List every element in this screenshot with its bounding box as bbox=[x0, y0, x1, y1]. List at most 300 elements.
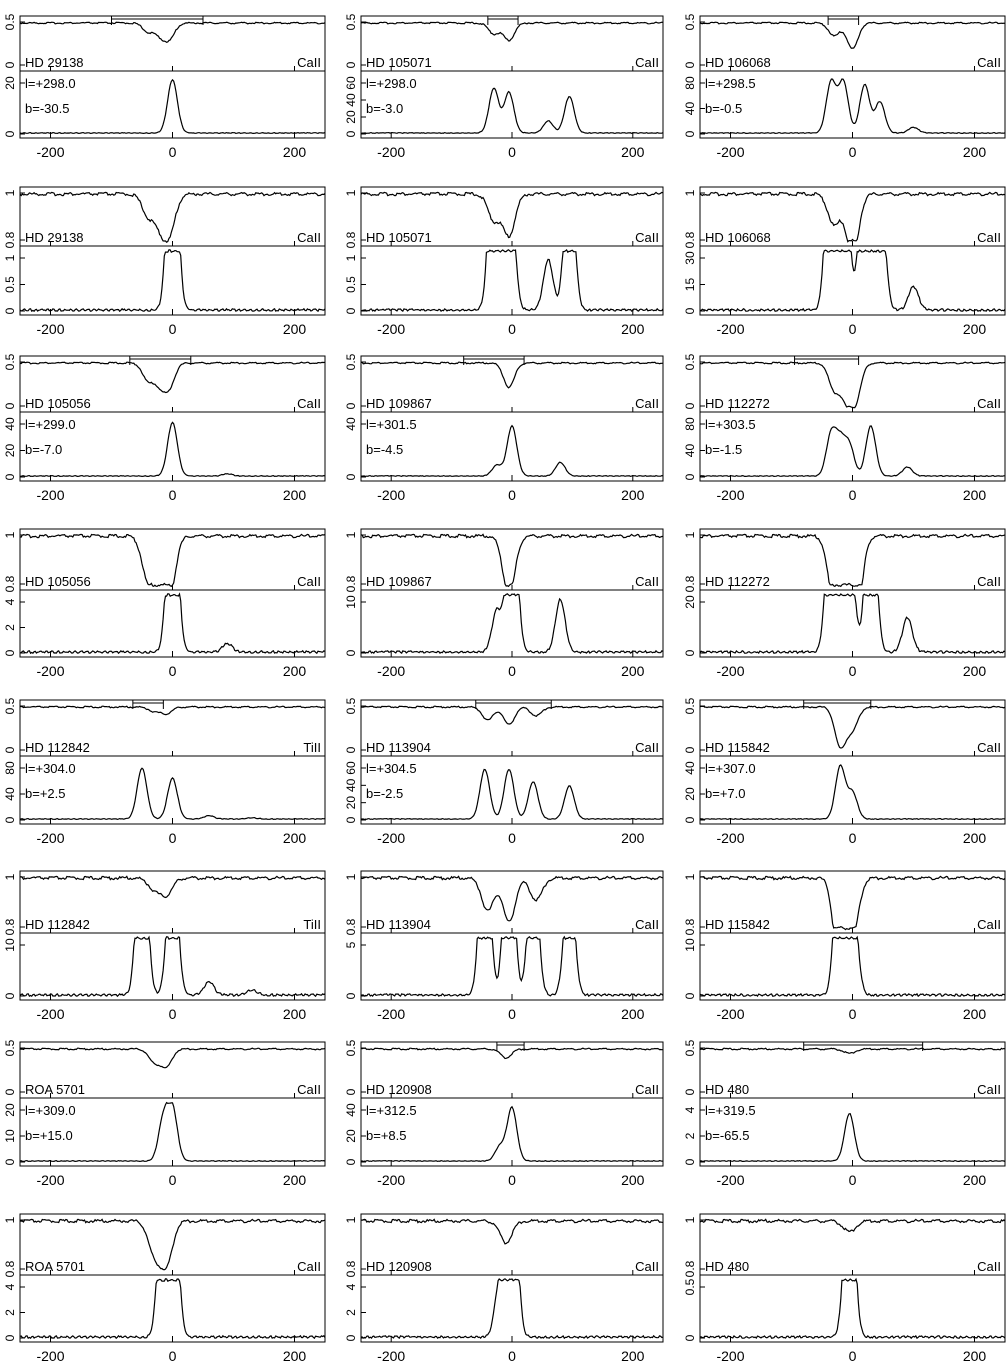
star-label: HD 105071 bbox=[366, 55, 432, 70]
ion-label: CaII bbox=[977, 917, 1001, 932]
x-tick-label: -200 bbox=[377, 1006, 406, 1022]
y-tick-label: 0 bbox=[344, 61, 358, 69]
absorption-line bbox=[20, 22, 325, 42]
ion-label: TiII bbox=[303, 917, 321, 932]
panel-frame bbox=[20, 1214, 325, 1342]
y-tick-label: 40 bbox=[683, 443, 697, 458]
absorption-line bbox=[20, 706, 325, 714]
ion-label: CaII bbox=[977, 574, 1001, 589]
y-tick-label: 15 bbox=[683, 277, 697, 292]
x-tick-label: 200 bbox=[621, 1172, 645, 1188]
galactic-latitude: b=-7.0 bbox=[25, 442, 63, 457]
x-tick-label: 200 bbox=[621, 144, 645, 160]
y-tick-label: 0 bbox=[683, 816, 697, 824]
ion-label: CaII bbox=[635, 230, 659, 245]
panel-5-1 bbox=[361, 871, 663, 1000]
x-tick-label: -200 bbox=[36, 1348, 65, 1364]
y-tick-label: 1 bbox=[3, 254, 17, 262]
ion-label: CaII bbox=[297, 230, 321, 245]
y-tick-label: 30 bbox=[683, 251, 697, 265]
absorption-line bbox=[700, 1048, 1005, 1053]
y-tick-label: 80 bbox=[683, 76, 697, 90]
y-tick-label: 0.8 bbox=[344, 231, 358, 249]
y-tick-label: 0 bbox=[3, 1088, 17, 1096]
y-tick-label: 0 bbox=[683, 649, 697, 657]
absorption-line bbox=[361, 1048, 663, 1058]
y-tick-label: 0 bbox=[683, 746, 697, 754]
y-tick-label: 10 bbox=[683, 938, 697, 952]
absorption-line bbox=[20, 1048, 325, 1068]
panel-5-0 bbox=[20, 871, 325, 1000]
panel-frame bbox=[20, 871, 325, 1000]
panel-3-1 bbox=[361, 529, 663, 657]
ion-label: CaII bbox=[635, 1259, 659, 1274]
y-tick-label: 1 bbox=[3, 531, 17, 539]
y-tick-label: 60 bbox=[344, 761, 358, 775]
absorption-line bbox=[361, 22, 663, 41]
ion-label: CaII bbox=[635, 917, 659, 932]
y-tick-label: 0.8 bbox=[3, 918, 17, 936]
y-tick-label: 4 bbox=[344, 1283, 358, 1291]
galactic-longitude: l=+319.5 bbox=[705, 1103, 756, 1118]
y-tick-label: 20 bbox=[344, 795, 358, 810]
y-tick-label: 0.5 bbox=[344, 353, 358, 371]
star-label: HD 112272 bbox=[705, 396, 770, 411]
y-tick-label: 80 bbox=[3, 761, 17, 775]
x-tick-label: 0 bbox=[168, 321, 177, 337]
emission-line bbox=[20, 1279, 325, 1338]
x-tick-label: -200 bbox=[36, 487, 65, 503]
y-tick-label: 0.5 bbox=[683, 353, 697, 371]
x-tick-label: 0 bbox=[508, 144, 516, 160]
absorption-line bbox=[361, 876, 663, 920]
star-label: HD 105071 bbox=[366, 230, 432, 245]
y-tick-label: 0 bbox=[3, 61, 17, 69]
y-tick-label: 0 bbox=[344, 130, 358, 138]
galactic-longitude: l=+309.0 bbox=[25, 1103, 76, 1118]
x-tick-label: 0 bbox=[168, 144, 177, 160]
x-tick-label: 200 bbox=[621, 663, 645, 679]
x-tick-label: 0 bbox=[168, 1006, 177, 1022]
y-tick-label: 0 bbox=[344, 1334, 358, 1342]
galactic-latitude: b=+2.5 bbox=[25, 786, 66, 801]
y-tick-label: 1 bbox=[3, 873, 17, 881]
y-tick-label: 0.8 bbox=[344, 1260, 358, 1278]
y-tick-label: 0.8 bbox=[683, 1260, 697, 1278]
x-tick-label: 0 bbox=[508, 830, 516, 846]
y-tick-label: 0.8 bbox=[3, 575, 17, 593]
x-tick-label: 0 bbox=[508, 487, 516, 503]
galactic-longitude: l=+304.0 bbox=[25, 761, 76, 776]
emission-line bbox=[700, 250, 1005, 311]
x-tick-label: 200 bbox=[621, 487, 645, 503]
emission-line bbox=[361, 937, 663, 996]
y-tick-label: 20 bbox=[683, 595, 697, 609]
star-label: HD 112272 bbox=[705, 574, 770, 589]
galactic-latitude: b=-4.5 bbox=[366, 442, 404, 457]
panel-1-0 bbox=[20, 187, 325, 315]
x-tick-label: 0 bbox=[848, 1172, 857, 1188]
x-tick-label: -200 bbox=[36, 144, 65, 160]
x-tick-label: 200 bbox=[282, 1172, 307, 1188]
x-tick-label: 200 bbox=[962, 144, 987, 160]
x-tick-label: 0 bbox=[508, 663, 516, 679]
x-tick-label: -200 bbox=[36, 1006, 65, 1022]
ion-label: CaII bbox=[297, 1259, 321, 1274]
galactic-longitude: l=+301.5 bbox=[366, 417, 417, 432]
panel-frame bbox=[700, 187, 1005, 315]
galactic-latitude: b=-2.5 bbox=[366, 786, 404, 801]
x-tick-label: -200 bbox=[36, 663, 65, 679]
y-tick-label: 0 bbox=[3, 402, 17, 410]
y-tick-label: 1 bbox=[683, 1216, 697, 1224]
emission-line bbox=[20, 250, 325, 311]
y-tick-label: 1 bbox=[344, 189, 358, 197]
star-label: HD 480 bbox=[705, 1082, 750, 1097]
y-tick-label: 0 bbox=[683, 130, 697, 138]
x-tick-label: 200 bbox=[282, 321, 307, 337]
y-tick-label: 0.5 bbox=[683, 1039, 697, 1057]
x-tick-label: -200 bbox=[377, 663, 406, 679]
star-label: HD 480 bbox=[705, 1259, 750, 1274]
x-tick-label: -200 bbox=[716, 1172, 745, 1188]
star-label: HD 109867 bbox=[366, 396, 432, 411]
y-tick-label: 1 bbox=[344, 873, 358, 881]
star-label: HD 113904 bbox=[366, 740, 431, 755]
ion-label: CaII bbox=[635, 396, 659, 411]
star-label: HD 109867 bbox=[366, 574, 432, 589]
x-tick-label: -200 bbox=[36, 1172, 65, 1188]
x-tick-label: 200 bbox=[962, 1006, 987, 1022]
absorption-line bbox=[361, 706, 663, 724]
emission-line bbox=[700, 426, 1005, 476]
y-tick-label: 0.8 bbox=[3, 1260, 17, 1278]
y-tick-label: 0 bbox=[683, 1334, 697, 1342]
star-label: HD 112842 bbox=[25, 917, 90, 932]
star-label: HD 106068 bbox=[705, 55, 771, 70]
ion-label: CaII bbox=[635, 1082, 659, 1097]
x-tick-label: -200 bbox=[716, 1348, 745, 1364]
y-tick-label: 0.5 bbox=[344, 697, 358, 715]
y-tick-label: 1 bbox=[344, 254, 358, 262]
x-tick-label: 200 bbox=[621, 1006, 645, 1022]
y-tick-label: 2 bbox=[3, 1309, 17, 1316]
galactic-latitude: b=-3.0 bbox=[366, 101, 404, 116]
x-tick-label: 200 bbox=[962, 663, 987, 679]
x-tick-label: 200 bbox=[621, 321, 645, 337]
y-tick-label: 0.8 bbox=[683, 918, 697, 936]
panel-frame bbox=[700, 1214, 1005, 1342]
y-tick-label: 40 bbox=[683, 761, 697, 775]
panel-1-2 bbox=[700, 187, 1005, 315]
x-tick-label: 200 bbox=[962, 1348, 987, 1364]
panel-3-0 bbox=[20, 529, 325, 657]
x-tick-label: 0 bbox=[508, 1348, 516, 1364]
star-label: HD 29138 bbox=[25, 55, 84, 70]
x-tick-label: 200 bbox=[282, 144, 307, 160]
y-tick-label: 0 bbox=[3, 130, 17, 138]
x-tick-label: 200 bbox=[282, 830, 307, 846]
galactic-longitude: l=+303.5 bbox=[705, 417, 756, 432]
y-tick-label: 4 bbox=[3, 598, 17, 606]
x-tick-label: -200 bbox=[716, 144, 745, 160]
y-tick-label: 0 bbox=[3, 992, 17, 1000]
y-tick-label: 2 bbox=[683, 1132, 697, 1140]
y-tick-label: 0 bbox=[683, 992, 697, 1000]
x-tick-label: -200 bbox=[377, 1172, 406, 1188]
y-tick-label: 0.5 bbox=[3, 13, 17, 31]
ion-label: TiII bbox=[303, 740, 321, 755]
y-tick-label: 1 bbox=[683, 189, 697, 197]
y-tick-label: 0 bbox=[344, 992, 358, 1000]
y-tick-label: 0 bbox=[3, 1158, 17, 1166]
y-tick-label: 0 bbox=[683, 307, 697, 315]
x-tick-label: 0 bbox=[168, 1172, 177, 1188]
panel-frame bbox=[361, 529, 663, 657]
y-tick-label: 0 bbox=[3, 649, 17, 657]
ion-label: CaII bbox=[635, 55, 659, 70]
x-tick-label: 0 bbox=[168, 1348, 177, 1364]
galactic-longitude: l=+312.5 bbox=[366, 1103, 417, 1118]
y-tick-label: 20 bbox=[3, 76, 17, 90]
ion-label: CaII bbox=[977, 1082, 1001, 1097]
star-label: ROA 5701 bbox=[25, 1259, 85, 1274]
absorption-line bbox=[700, 22, 1005, 48]
y-tick-label: 0 bbox=[683, 61, 697, 69]
ion-label: CaII bbox=[297, 1082, 321, 1097]
x-tick-label: 0 bbox=[508, 1172, 516, 1188]
galactic-longitude: l=+298.5 bbox=[705, 76, 756, 91]
panel-5-2 bbox=[700, 871, 1005, 1000]
y-tick-label: 0 bbox=[344, 307, 358, 315]
star-label: HD 120908 bbox=[366, 1259, 432, 1274]
y-tick-label: 0.8 bbox=[344, 918, 358, 936]
y-tick-label: 80 bbox=[683, 417, 697, 431]
ion-label: CaII bbox=[977, 740, 1001, 755]
absorption-line bbox=[20, 362, 325, 392]
galactic-longitude: l=+298.0 bbox=[366, 76, 417, 91]
emission-line bbox=[700, 594, 1005, 653]
x-tick-label: 0 bbox=[848, 144, 857, 160]
y-tick-label: 0.5 bbox=[344, 1039, 358, 1057]
x-tick-label: 200 bbox=[282, 487, 307, 503]
ion-label: CaII bbox=[977, 396, 1001, 411]
emission-line bbox=[361, 88, 663, 133]
y-tick-label: 4 bbox=[683, 1106, 697, 1114]
x-tick-label: -200 bbox=[716, 321, 745, 337]
galactic-longitude: l=+304.5 bbox=[366, 761, 417, 776]
y-tick-label: 20 bbox=[344, 1129, 358, 1143]
y-tick-label: 2 bbox=[3, 624, 17, 631]
x-tick-label: 200 bbox=[621, 1348, 645, 1364]
ion-label: CaII bbox=[977, 1259, 1001, 1274]
star-label: HD 29138 bbox=[25, 230, 84, 245]
ion-label: CaII bbox=[977, 55, 1001, 70]
ion-label: CaII bbox=[635, 574, 659, 589]
y-tick-label: 0 bbox=[344, 1088, 358, 1096]
galactic-longitude: l=+299.0 bbox=[25, 417, 76, 432]
y-tick-label: 40 bbox=[344, 93, 358, 107]
ion-label: CaII bbox=[977, 230, 1001, 245]
y-tick-label: 20 bbox=[3, 1103, 17, 1117]
y-tick-label: 40 bbox=[344, 778, 358, 793]
panel-7-1 bbox=[361, 1214, 663, 1342]
galactic-longitude: l=+298.0 bbox=[25, 76, 76, 91]
star-label: HD 105056 bbox=[25, 396, 91, 411]
y-tick-label: 1 bbox=[3, 189, 17, 197]
y-tick-label: 20 bbox=[3, 443, 17, 458]
y-tick-label: 0.5 bbox=[683, 1278, 697, 1296]
star-label: HD 106068 bbox=[705, 230, 771, 245]
y-tick-label: 0 bbox=[344, 402, 358, 410]
x-tick-label: 0 bbox=[508, 1006, 516, 1022]
y-tick-label: 0 bbox=[683, 402, 697, 410]
x-tick-label: -200 bbox=[716, 830, 745, 846]
x-tick-label: 200 bbox=[962, 321, 987, 337]
star-label: HD 105056 bbox=[25, 574, 91, 589]
y-tick-label: 0.5 bbox=[683, 13, 697, 31]
y-tick-label: 0.5 bbox=[3, 1039, 17, 1057]
emission-line bbox=[361, 1279, 663, 1338]
x-tick-label: 200 bbox=[962, 487, 987, 503]
x-tick-label: 0 bbox=[508, 321, 516, 337]
star-label: HD 120908 bbox=[366, 1082, 432, 1097]
y-tick-label: 0.5 bbox=[3, 353, 17, 371]
y-tick-label: 0.5 bbox=[344, 276, 358, 293]
x-tick-label: 0 bbox=[168, 487, 177, 503]
x-tick-label: -200 bbox=[377, 487, 406, 503]
absorption-line bbox=[700, 1219, 1005, 1231]
panel-frame bbox=[20, 529, 325, 657]
y-tick-label: 0 bbox=[344, 473, 358, 481]
emission-line bbox=[361, 250, 663, 311]
x-tick-label: -200 bbox=[716, 1006, 745, 1022]
x-tick-label: -200 bbox=[377, 1348, 406, 1364]
emission-line bbox=[20, 594, 325, 653]
absorption-line bbox=[20, 876, 325, 897]
emission-line bbox=[361, 426, 663, 477]
y-tick-label: 0 bbox=[3, 307, 17, 315]
panel-1-1 bbox=[361, 187, 663, 315]
x-tick-label: 200 bbox=[282, 1006, 307, 1022]
y-tick-label: 0 bbox=[3, 746, 17, 754]
x-tick-label: 0 bbox=[848, 663, 857, 679]
star-label: HD 115842 bbox=[705, 917, 770, 932]
star-label: HD 113904 bbox=[366, 917, 431, 932]
y-tick-label: 10 bbox=[3, 938, 17, 952]
x-tick-label: 200 bbox=[282, 1348, 307, 1364]
y-tick-label: 0 bbox=[344, 816, 358, 824]
galactic-latitude: b=+8.5 bbox=[366, 1128, 407, 1143]
galactic-longitude: l=+307.0 bbox=[705, 761, 756, 776]
x-tick-label: 200 bbox=[282, 663, 307, 679]
y-tick-label: 0 bbox=[3, 816, 17, 824]
y-tick-label: 0 bbox=[344, 1158, 358, 1166]
x-tick-label: 200 bbox=[962, 830, 987, 846]
y-tick-label: 10 bbox=[344, 595, 358, 609]
x-tick-label: 0 bbox=[168, 663, 177, 679]
y-tick-label: 0.8 bbox=[683, 575, 697, 593]
panel-frame bbox=[700, 871, 1005, 1000]
x-tick-label: 0 bbox=[848, 1348, 857, 1364]
galactic-latitude: b=-1.5 bbox=[705, 442, 743, 457]
y-tick-label: 60 bbox=[344, 76, 358, 90]
x-tick-label: 200 bbox=[621, 830, 645, 846]
y-tick-label: 0 bbox=[344, 649, 358, 657]
absorption-line bbox=[361, 362, 663, 388]
y-tick-label: 40 bbox=[344, 1103, 358, 1117]
galactic-latitude: b=-0.5 bbox=[705, 101, 743, 116]
y-tick-label: 5 bbox=[344, 941, 358, 949]
y-tick-label: 2 bbox=[344, 1309, 358, 1316]
y-tick-label: 1 bbox=[344, 1216, 358, 1224]
y-tick-label: 0 bbox=[683, 1088, 697, 1096]
x-tick-label: 0 bbox=[848, 321, 857, 337]
panel-frame bbox=[700, 529, 1005, 657]
y-tick-label: 20 bbox=[344, 110, 358, 124]
x-tick-label: 200 bbox=[962, 1172, 987, 1188]
y-tick-label: 40 bbox=[3, 417, 17, 431]
y-tick-label: 4 bbox=[3, 1283, 17, 1291]
y-tick-label: 0.5 bbox=[344, 13, 358, 31]
ion-label: CaII bbox=[297, 574, 321, 589]
y-tick-label: 40 bbox=[344, 417, 358, 431]
x-tick-label: -200 bbox=[377, 830, 406, 846]
y-tick-label: 20 bbox=[683, 787, 697, 801]
ion-label: CaII bbox=[297, 55, 321, 70]
y-tick-label: 0.5 bbox=[683, 697, 697, 715]
x-tick-label: -200 bbox=[36, 321, 65, 337]
x-tick-label: 0 bbox=[848, 1006, 857, 1022]
y-tick-label: 0 bbox=[3, 473, 17, 481]
y-tick-label: 10 bbox=[3, 1129, 17, 1143]
x-tick-label: 0 bbox=[168, 830, 177, 846]
absorption-line bbox=[361, 1219, 663, 1244]
panel-7-0 bbox=[20, 1214, 325, 1342]
y-tick-label: 1 bbox=[344, 531, 358, 539]
y-tick-label: 1 bbox=[3, 1216, 17, 1224]
y-tick-label: 0.8 bbox=[683, 231, 697, 249]
y-tick-label: 0 bbox=[683, 473, 697, 481]
panel-frame bbox=[361, 871, 663, 1000]
emission-line bbox=[700, 937, 1005, 996]
y-tick-label: 0.5 bbox=[3, 697, 17, 715]
star-label: HD 115842 bbox=[705, 740, 770, 755]
x-tick-label: -200 bbox=[377, 144, 406, 160]
x-tick-label: 0 bbox=[848, 830, 857, 846]
y-tick-label: 0.8 bbox=[3, 231, 17, 249]
galactic-latitude: b=+15.0 bbox=[25, 1128, 73, 1143]
x-tick-label: -200 bbox=[36, 830, 65, 846]
galactic-latitude: b=-65.5 bbox=[705, 1128, 750, 1143]
panel-7-2 bbox=[700, 1214, 1005, 1342]
x-tick-label: 0 bbox=[848, 487, 857, 503]
x-tick-label: -200 bbox=[716, 487, 745, 503]
y-tick-label: 0 bbox=[683, 1158, 697, 1166]
y-tick-label: 1 bbox=[683, 873, 697, 881]
emission-line bbox=[20, 937, 325, 996]
y-tick-label: 1 bbox=[683, 531, 697, 539]
y-tick-label: 40 bbox=[3, 787, 17, 801]
star-label: HD 112842 bbox=[25, 740, 90, 755]
y-tick-label: 0 bbox=[344, 746, 358, 754]
ion-label: CaII bbox=[297, 396, 321, 411]
y-tick-label: 0.8 bbox=[344, 575, 358, 593]
panel-3-2 bbox=[700, 529, 1005, 657]
star-label: ROA 5701 bbox=[25, 1082, 85, 1097]
x-tick-label: -200 bbox=[377, 321, 406, 337]
emission-line bbox=[700, 1279, 1005, 1338]
